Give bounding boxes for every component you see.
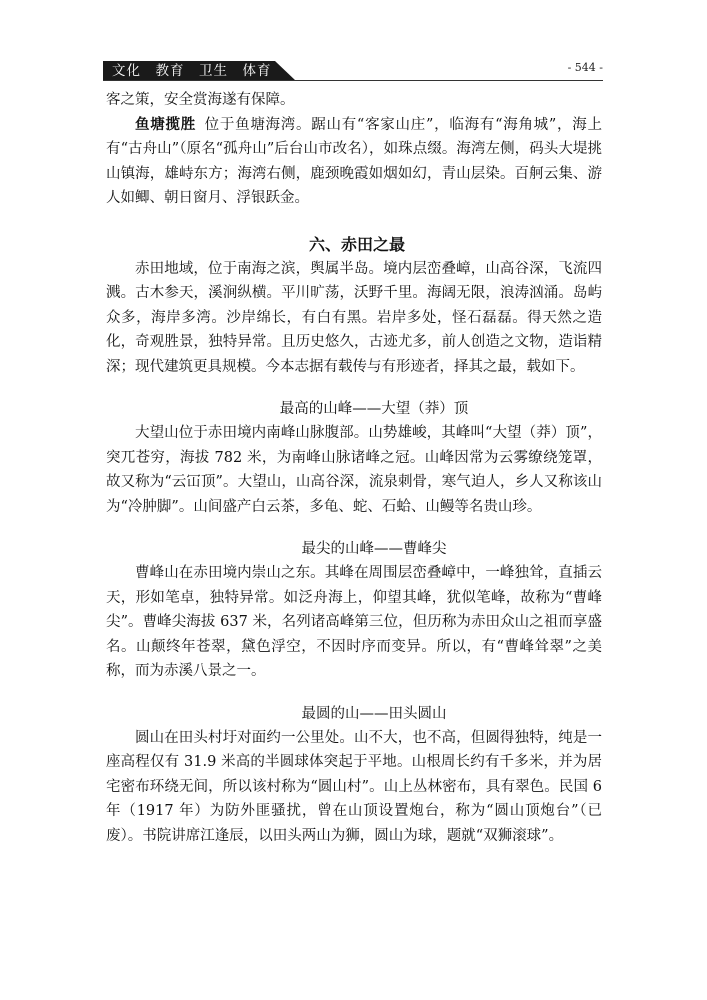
yutang-text: 位于鱼塘海湾。踞山有“客家山庄”，临海有“海角城”，海上有“古舟山”（原名“孤舟山”后台山市改名），如珠点缀。海湾左侧，码头大堤挑山镇海，雄峙东方；海湾右侧，鹿颈晚霞如烟如幻，青山层染。百舸云集、游人如鲫、朝日窗月、浮银跃金。 bbox=[106, 116, 603, 206]
section-title-highest-peak: 最高的山峰——大望（莽）顶 bbox=[279, 401, 469, 417]
section-title-roundest-hill: 最圆的山——田头圆山 bbox=[301, 705, 447, 722]
section-title-sharpest-peak: 最尖的山峰——曹峰尖 bbox=[301, 541, 447, 557]
spacer bbox=[106, 684, 602, 702]
page-number: - 544 - bbox=[567, 61, 603, 74]
section-text-roundest-hill: 圆山在田头村圩对面约一公里处。山不大，也不高，但圆得独特，纯是一座高程仅有 31.9 米高的半圆球体突起于平地。山根周长约有千多米，并为居宅密布环绕无间，所以该村称为“圆山村”。山上丛林密布，具有翠色。民国 6 年（1917 年）为防外匪骚扰，曾在山顶设置炮台，称为“圆山顶炮台”（已废）。书院讲席江逢辰，以田头两山为狮，圆山为球，题就“双狮滚球”。 bbox=[106, 729, 602, 844]
spacer bbox=[106, 519, 602, 537]
spacer bbox=[106, 379, 602, 397]
yutang-term: 鱼塘揽胜 bbox=[135, 116, 196, 133]
yutang-paragraph bbox=[106, 113, 602, 211]
chapter-intro: 赤田地域，位于南海之滨，舆属半岛。境内层峦叠嶂，山高谷深，飞流四溅。古木参天，溪涧纵横。平川旷荡，沃野千里。海阔无限，浪涛汹涌。岛屿众多，海岸多湾。沙岸绵长，有白有黑。岩岸多处，怪石磊磊。得天然之造化，奇观胜景，独特异常。且历史悠久，古迹尤多，前人创造之文物，造诣精深；现代建筑更具规模。今本志据有载传与有形迹者，择其之最，载如下。 bbox=[106, 260, 602, 375]
spacer bbox=[106, 211, 602, 233]
page-content bbox=[106, 88, 602, 848]
continued-paragraph: 客之策，安全赏海遂有保障。 bbox=[106, 92, 295, 108]
section-text-highest-peak: 大望山位于赤田境内南峰山脉腹部。山势雄峻，其峰叫“大望（莽）顶”，突兀苍穷，海拔 782 米，为南峰山脉诸峰之冠。山峰因常为云雾缭绕笼罩，故又称为“云冚顶”。大望山，山高谷深，流泉刺骨，寒气迫人，乡人又称该山为“冷肿脚”。山间盛产白云茶，多龟、蛇、石蛤、山鳗等名贵山珍。 bbox=[106, 425, 602, 515]
chapter-title: 六、赤田之最 bbox=[308, 234, 405, 254]
header-divider bbox=[103, 80, 603, 81]
section-text-sharpest-peak: 曹峰山在赤田境内崇山之东。其峰在周围层峦叠嶂中，一峰独耸，直插云天，形如笔卓，独特异常。如泛舟海上，仰望其峰，犹似笔峰，故称为“曹峰尖”。曹峰尖海拔 637 米，名列诸高峰第三位，但历称为赤田众山之祖而享盛名。山颠终年苍翠，黛色浮空，不因时序而变异。所以，有“曹峰耸翠”之美称，而为赤溪八景之一。 bbox=[106, 565, 602, 679]
section-header-title: 文化 教育 卫生 体育 bbox=[112, 63, 272, 79]
